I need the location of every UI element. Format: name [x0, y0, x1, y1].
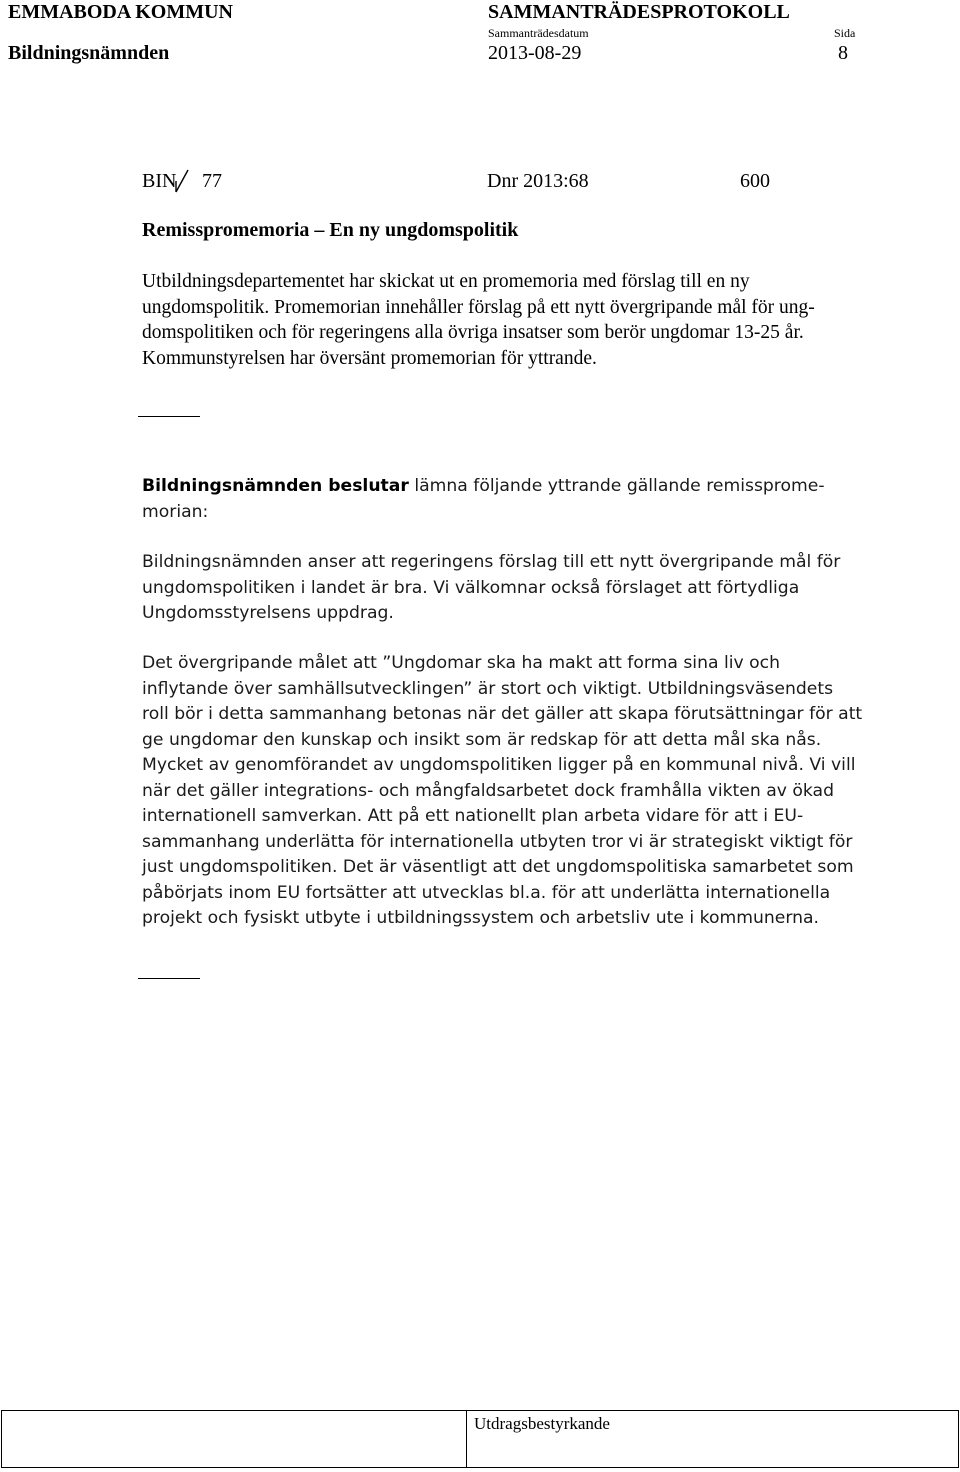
statement-line: inflytande över samhällsutvecklingen” är stort och viktigt. Utbildningsväsendets: [142, 678, 834, 699]
intro-paragraph: [142, 269, 815, 371]
case-title: Remisspromemoria – En ny ungdomspolitik: [142, 219, 519, 241]
section-separator: [138, 416, 200, 417]
meeting-date: 2013-08-29: [488, 42, 582, 64]
signature-box: [1, 1410, 467, 1468]
intro-line: ungdomspolitik. Promemorian innehåller förslag på ett nytt övergripande mål för ung-: [142, 296, 815, 318]
intro-line: domspolitiken och för regeringens alla övriga insatser som berör ungdomar 13-25 år.: [142, 322, 804, 343]
statement-paragraph-1: [142, 550, 882, 627]
statement-line: just ungdomspolitiken. Det är väsentligt att det ungdomspolitiska samarbetet som: [142, 857, 854, 877]
case-dnr: Dnr 2013:68: [487, 170, 589, 192]
statement-line: Det övergripande målet att ”Ungdomar ska ha makt att forma sina liv och: [142, 653, 781, 673]
decision-rest: lämna följande yttrande gällande remissprome-: [408, 476, 825, 496]
statement-line: Ungdomsstyrelsens uppdrag.: [142, 603, 394, 623]
paragraph-slash-icon: [174, 168, 190, 194]
case-code: 600: [740, 170, 770, 192]
statement-line: sammanhang underlätta för internationella utbyten tror vi är strategiskt viktigt för: [142, 831, 853, 852]
statement-line: ungdomspolitiken i landet är bra. Vi välkomnar också förslaget att förtydliga: [142, 577, 800, 598]
statement-line: roll bör i detta sammanhang betonas när det gäller att skapa förutsättningar för att: [142, 704, 863, 724]
decision-line: [142, 474, 882, 500]
page-number: 8: [838, 42, 848, 64]
decision-lead: Bildningsnämnden beslutar: [142, 476, 409, 496]
statement-line: Bildningsnämnden anser att regeringens förslag till ett nytt övergripande mål för: [142, 552, 841, 572]
committee-name: Bildningsnämnden: [8, 42, 170, 64]
decision-paragraph: [142, 474, 882, 525]
municipality-name: EMMABODA KOMMUN: [8, 1, 233, 23]
decision-line: morian:: [142, 501, 209, 522]
statement-line: Mycket av genomförandet av ungdomspolitiken ligger på en kommunal nivå. Vi vill: [142, 755, 856, 775]
section-separator: [138, 978, 200, 979]
page-label: Sida: [834, 26, 856, 40]
case-ref-prefix: BIN: [142, 170, 177, 192]
date-label: Sammanträdesdatum: [488, 26, 589, 40]
statement-line: internationell samverkan. Att på ett nationellt plan arbeta vidare för att i EU-: [142, 806, 804, 826]
statement-line: påbörjats inom EU fortsätter att utvecklas bl.a. för att underlätta internationella: [142, 882, 831, 903]
case-ref-number: 77: [202, 170, 222, 192]
intro-line: Kommunstyrelsen har översänt promemorian för yttrande.: [142, 347, 597, 369]
intro-line: Utbildningsdepartementet har skickat ut en promemoria med förslag till en ny: [142, 271, 750, 292]
statement-line: ge ungdomar den kunskap och insikt som är redskap för att detta mål ska nås.: [142, 729, 822, 750]
statement-line: när det gäller integrations- och mångfaldsarbetet dock framhålla vikten av ökad: [142, 780, 834, 801]
statement-paragraph-2: [142, 651, 882, 932]
document-type: SAMMANTRÄDESPROTOKOLL: [488, 1, 790, 23]
statement-line: projekt och fysiskt utbyte i utbildningssystem och arbetsliv ute i kommunerna.: [142, 908, 820, 928]
certification-label: Utdragsbestyrkande: [474, 1414, 610, 1433]
